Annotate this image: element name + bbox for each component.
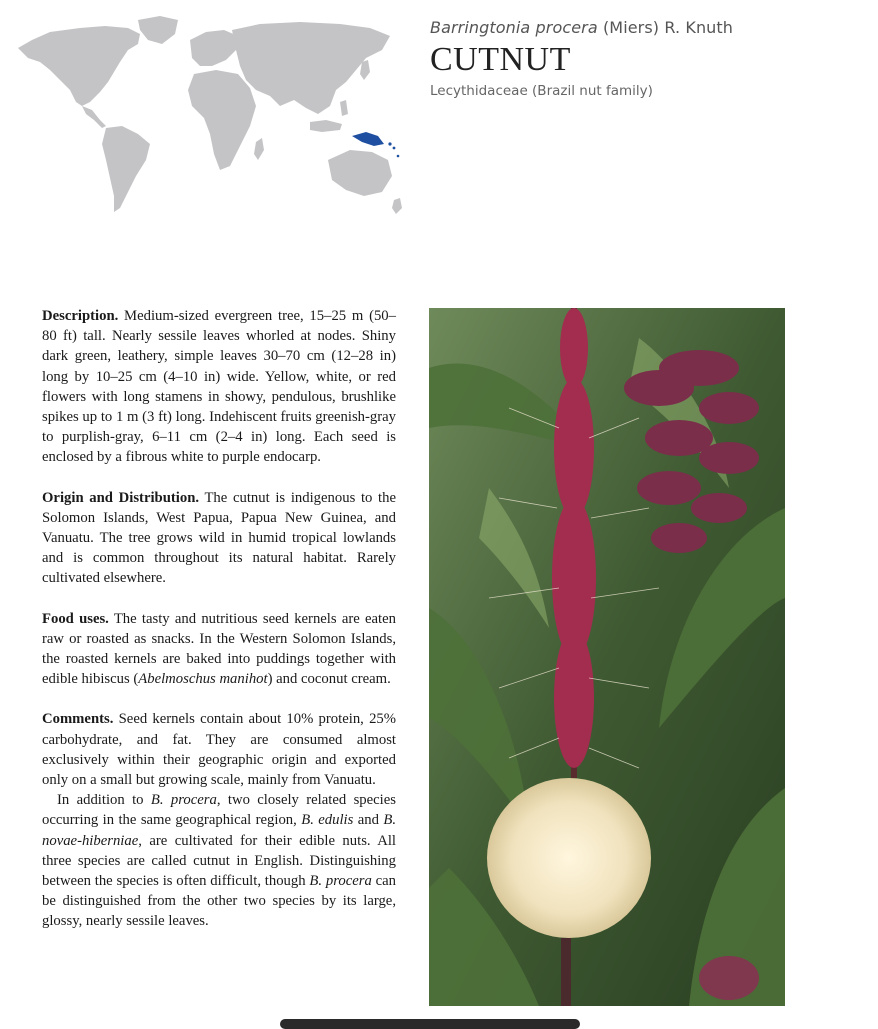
scientific-name-italic: Barringtonia procera xyxy=(430,18,598,37)
europe-shape xyxy=(190,30,238,66)
comments-text: Seed kernels contain about 10% protein, 25% carbohydrate, and fat. They are consumed almost exclusively within their geographic origin and exported only on a small but growing scale, mainly from Vanuatu. xyxy=(42,711,396,789)
comments-p2-italic-3: B. novae-hiberniae xyxy=(42,812,396,849)
origin-heading: Origin and Distribution. xyxy=(42,489,200,506)
comments-p2-b: , two closely related species occurring in the same geographical region, xyxy=(42,792,396,829)
description-heading: Description. xyxy=(42,308,119,324)
world-distribution-map xyxy=(10,10,410,220)
comments-paragraph xyxy=(42,709,396,790)
madagascar-shape xyxy=(254,138,264,160)
central-america-shape xyxy=(82,106,106,128)
philippines-shape xyxy=(340,100,348,116)
description-paragraph xyxy=(42,306,396,468)
comments-heading: Comments. xyxy=(42,711,114,728)
comments-p2-e: can be distinguished from the other two species by its large, glossy, nearly sessile leaves. xyxy=(42,873,396,930)
indonesia-shape xyxy=(310,120,342,132)
scientific-name-author: (Miers) R. Knuth xyxy=(597,18,734,37)
comments-p2-italic-2: B. edulis xyxy=(301,812,354,829)
description-text: Medium-sized evergreen tree, 15–25 m (50–80 ft) tall. Nearly sessile leaves whorled at nodes. Shiny dark green, leathery, simple leaves 30–70 cm (12–28 in) long by 10–25 cm (4–10 in) wide. Yellow, white, or red flowers with long stamens in showy, pendulous, brushlike spikes up to 1 m (3 ft) long. Indehiscent fruits greenish-gray to purplish-gray, 6–11 cm (2–4 in) long. Each seed is enclosed by a fibrous white to purple endocarp. xyxy=(42,308,396,466)
north-america-shape xyxy=(18,26,140,106)
comments-p2-italic-1: B. procera xyxy=(150,792,217,809)
food-uses-text: The tasty and nutritious seed kernels are eaten raw or roasted as snacks. In the Western Solomon Islands, the roasted kernels are baked into puddings together with edible hibiscus ( xyxy=(42,610,396,688)
species-header xyxy=(430,18,860,99)
origin-text: The cutnut is indigenous to the Solomon Islands, West Papua, Papua New Guinea, and Vanuatu. The tree grows wild in humid tropical lowlands and is common throughout its natural habitat. Rarely cultivated elsewhere. xyxy=(42,489,397,587)
comments-p2-italic-4: B. procera xyxy=(309,873,372,890)
australia-shape xyxy=(328,150,392,196)
south-america-shape xyxy=(102,126,150,212)
food-uses-text-end: ) and coconut cream. xyxy=(267,671,391,688)
food-uses-heading: Food uses. xyxy=(42,610,109,627)
greenland-shape xyxy=(138,16,178,44)
comments-p2-a: In addition to xyxy=(57,792,151,809)
food-uses-paragraph xyxy=(42,609,396,690)
body-text xyxy=(42,306,396,952)
comments-p2-c: and xyxy=(353,812,384,829)
africa-shape xyxy=(188,70,256,170)
food-uses-italic: Abelmoschus manihot xyxy=(138,671,268,688)
scientific-name xyxy=(430,18,860,37)
origin-paragraph xyxy=(42,488,396,589)
comments-p2-d: , are cultivated for their edible nuts. All three species are called cutnut in English. Distinguishing between the species is often difficult, though xyxy=(42,832,396,890)
comments-paragraph-2 xyxy=(42,790,396,931)
new-zealand-shape xyxy=(392,198,402,214)
common-name-title: CUTNUT xyxy=(430,41,571,78)
bottom-scroll-indicator xyxy=(280,1019,580,1029)
cutnut-flower-photo xyxy=(429,308,785,1006)
family-name: Lecythidaceae (Brazil nut family) xyxy=(430,83,653,99)
